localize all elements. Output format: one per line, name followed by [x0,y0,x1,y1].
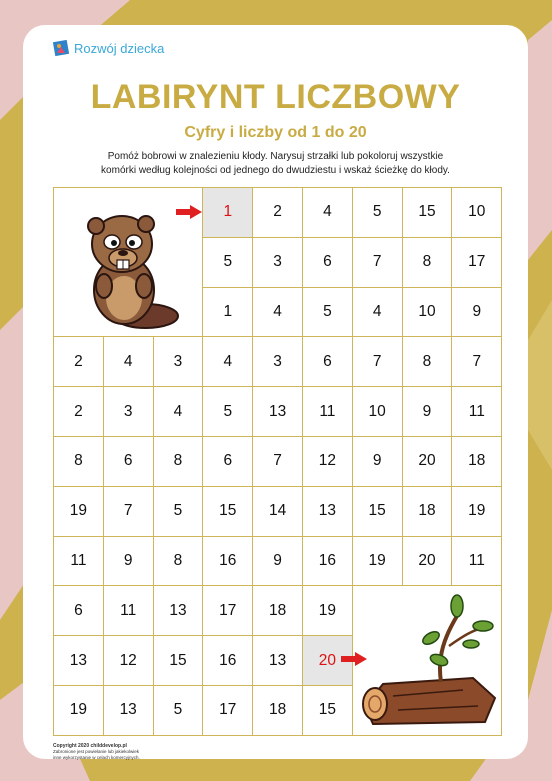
maze-cell[interactable]: 6 [303,337,353,387]
maze-cell[interactable]: 11 [452,537,502,587]
maze-cell[interactable]: 8 [403,337,453,387]
maze-cell[interactable]: 11 [452,387,502,437]
maze-cell[interactable]: 16 [303,537,353,587]
maze-cell[interactable]: 5 [203,238,253,288]
maze-cell[interactable]: 20 [303,636,353,686]
maze-cell[interactable]: 6 [54,586,104,636]
logo-icon [53,40,69,56]
maze-cell[interactable]: 11 [303,387,353,437]
instructions-line-2: komórki według kolejności od jednego do dwudziestu i wskaż ścieżkę do kłody. [101,165,450,176]
maze-cell[interactable]: 18 [253,586,303,636]
log-icon [353,586,501,734]
maze-cell[interactable]: 16 [203,537,253,587]
copyright-line-3: inne wykorzystanie w celach komercyjnych. [53,755,140,760]
maze-cell[interactable]: 13 [104,686,154,736]
page-subtitle: Cyfry i liczby od 1 do 20 [184,124,367,141]
maze-cell[interactable]: 9 [353,437,403,487]
end-arrow-icon [341,652,367,666]
maze-cell[interactable]: 19 [353,537,403,587]
start-arrow-icon [176,205,202,219]
maze-cell[interactable]: 9 [403,387,453,437]
maze-cell[interactable]: 4 [203,337,253,387]
maze-cell[interactable]: 5 [154,686,204,736]
maze-cell[interactable]: 14 [253,487,303,537]
maze-cell[interactable]: 13 [253,636,303,686]
maze-cell[interactable]: 18 [253,686,303,736]
maze-cell[interactable]: 11 [104,586,154,636]
maze-cell[interactable]: 3 [253,238,303,288]
maze-cell[interactable]: 4 [353,288,403,338]
maze-cell[interactable]: 19 [54,686,104,736]
maze-cell[interactable]: 15 [203,487,253,537]
maze-cell[interactable]: 10 [403,288,453,338]
maze-cell[interactable]: 4 [253,288,303,338]
maze-cell[interactable]: 2 [253,188,303,238]
maze-cell[interactable]: 15 [154,636,204,686]
maze-cell[interactable]: 5 [353,188,403,238]
maze-cell[interactable]: 20 [403,437,453,487]
maze-cell[interactable]: 19 [303,586,353,636]
maze-cell[interactable]: 7 [353,337,403,387]
instructions-line-1: Pomóż bobrowi w znalezieniu kłody. Narysuj strzałki lub pokoloruj wszystkie [107,151,444,162]
maze-cell[interactable]: 3 [253,337,303,387]
maze-cell[interactable]: 19 [54,487,104,537]
copyright-line-1: Copyright 2020 childdevelop.pl [53,743,127,749]
maze-cell[interactable]: 12 [104,636,154,686]
maze-cell[interactable]: 10 [452,188,502,238]
maze-cell[interactable]: 10 [353,387,403,437]
maze-cell[interactable]: 5 [303,288,353,338]
copyright-note [53,743,140,761]
maze-cell[interactable]: 5 [154,487,204,537]
maze-cell[interactable]: 13 [253,387,303,437]
maze-cell[interactable]: 1 [203,288,253,338]
brand-logo[interactable] [53,40,164,56]
maze-cell[interactable]: 16 [203,636,253,686]
maze-cell[interactable]: 15 [403,188,453,238]
maze-cell[interactable]: 19 [452,487,502,537]
maze-cell[interactable]: 17 [203,686,253,736]
maze-cell[interactable]: 3 [104,387,154,437]
maze-cell[interactable]: 6 [203,437,253,487]
maze-cell[interactable]: 13 [54,636,104,686]
worksheet-card [23,25,528,759]
maze-cell[interactable]: 13 [154,586,204,636]
maze-cell[interactable]: 15 [353,487,403,537]
maze-cell[interactable]: 8 [54,437,104,487]
maze-cell[interactable]: 5 [203,387,253,437]
maze-cell[interactable]: 9 [452,288,502,338]
instructions [63,150,488,178]
maze-cell[interactable]: 4 [104,337,154,387]
brand-name: Rozwój dziecka [74,40,165,56]
maze-cell[interactable]: 7 [452,337,502,387]
maze-cell[interactable]: 8 [154,537,204,587]
maze-cell[interactable]: 11 [54,537,104,587]
maze-cell[interactable]: 8 [403,238,453,288]
maze-cell[interactable]: 6 [104,437,154,487]
maze-cell[interactable]: 4 [154,387,204,437]
maze-cell[interactable]: 17 [452,238,502,288]
maze-cell[interactable]: 6 [303,238,353,288]
maze-cell[interactable]: 7 [104,487,154,537]
maze-cell[interactable]: 9 [253,537,303,587]
maze-cell[interactable]: 18 [403,487,453,537]
copyright-line-2: Zabronione jest powielanie lub jakiekolwiek [53,749,140,754]
maze-cell[interactable]: 4 [303,188,353,238]
maze-cell[interactable]: 13 [303,487,353,537]
page-title: LABIRYNT LICZBOWY [90,78,461,116]
maze-cell[interactable]: 8 [154,437,204,487]
maze-cell[interactable]: 15 [303,686,353,736]
maze-cell[interactable]: 18 [452,437,502,487]
maze-cell[interactable]: 3 [154,337,204,387]
maze-cell[interactable]: 1 [203,188,253,238]
maze-cell[interactable]: 20 [403,537,453,587]
log-with-sprout-illustration [353,586,502,735]
maze-cell[interactable]: 2 [54,387,104,437]
number-maze-grid [53,187,502,736]
maze-cell[interactable]: 17 [203,586,253,636]
maze-cell[interactable]: 7 [253,437,303,487]
maze-cell[interactable]: 12 [303,437,353,487]
maze-cell[interactable]: 7 [353,238,403,288]
maze-cell[interactable]: 2 [54,337,104,387]
maze-cell[interactable]: 9 [104,537,154,587]
